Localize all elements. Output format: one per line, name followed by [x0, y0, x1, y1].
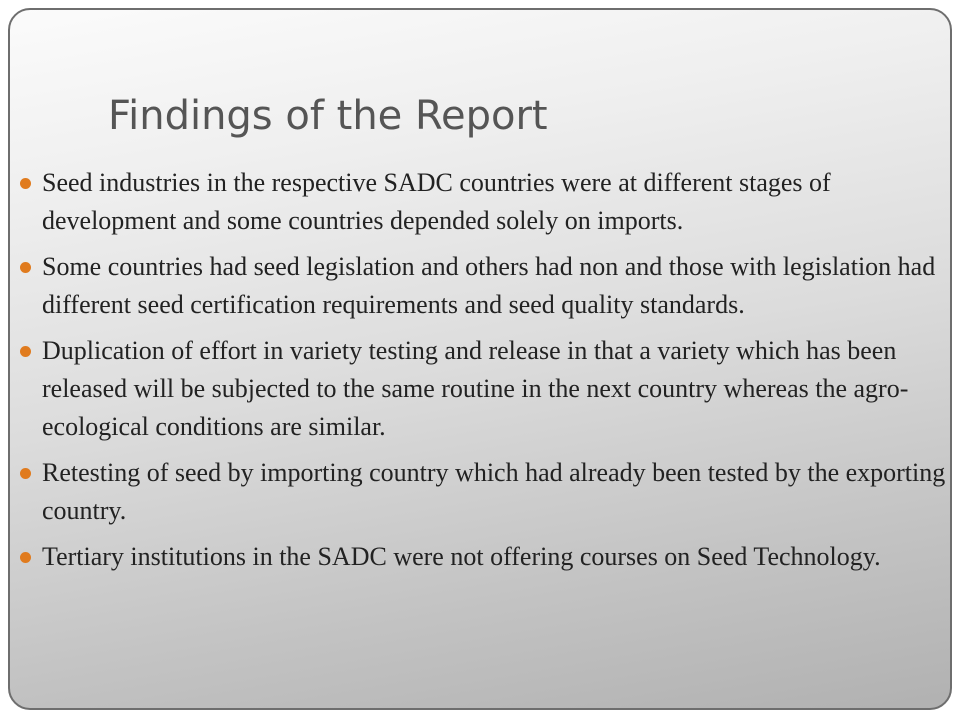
bullet-text: Some countries had seed legislation and others had non and those with legislation had different seed certification requirements and seed quality standards. [42, 252, 936, 319]
circle-bullet-icon [20, 346, 31, 357]
bullet-text: Tertiary institutions in the SADC were not offering courses on Seed Technology. [42, 542, 881, 571]
bullet-item [42, 248, 952, 324]
bullet-item [42, 538, 952, 576]
slide-title: Findings of the Report [108, 93, 548, 139]
bullet-list [42, 164, 952, 584]
bullet-text: Duplication of effort in variety testing and release in that a variety which has been released will be subjected to the same routine in the next country whereas the agro-ecological conditions are similar. [42, 336, 909, 441]
bullet-item [42, 164, 952, 240]
bullet-item [42, 332, 952, 446]
circle-bullet-icon [20, 178, 31, 189]
bullet-item [42, 454, 952, 530]
circle-bullet-icon [20, 468, 31, 479]
slide-frame [8, 8, 952, 710]
bullet-text: Retesting of seed by importing country which had already been tested by the exporting country. [42, 458, 946, 525]
circle-bullet-icon [20, 552, 31, 563]
circle-bullet-icon [20, 262, 31, 273]
bullet-text: Seed industries in the respective SADC countries were at different stages of development and some countries depended solely on imports. [42, 168, 831, 235]
